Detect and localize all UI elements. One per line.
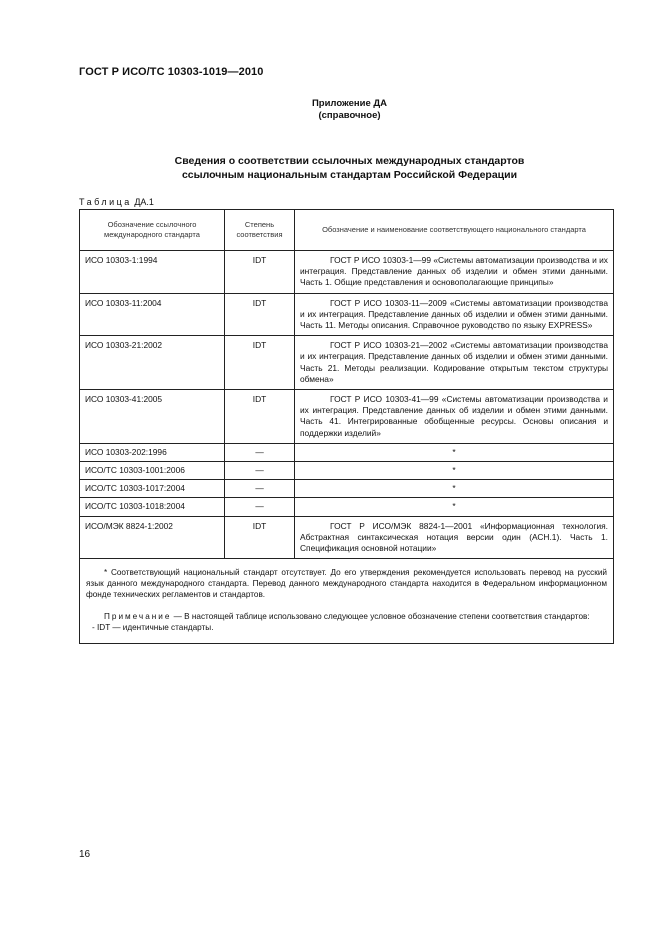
cell-national-text: ГОСТ Р ИСО 10303-41—99 «Системы автоматизации производства и их интеграция. Представление данных об изделии и обмен этими данными. Часть 41. Интегрированные обобщенные ресурсы. Основы описания и поддержки изделий» bbox=[300, 394, 608, 438]
cell-degree: IDT bbox=[225, 251, 295, 294]
cell-national bbox=[295, 251, 614, 294]
cell-national-text: ГОСТ Р ИСО 10303-21—2002 «Системы автоматизации производства и их интеграция. Представление данных об изделии и обмен этими данными. Часть 21. Методы реализации. Кодирование открытым текстом структуры обмена» bbox=[300, 340, 608, 384]
table-caption bbox=[79, 197, 154, 207]
table-header-row bbox=[80, 210, 614, 251]
footnote: * Соответствующий национальный стандарт отсутствует. До его утверждения рекомендуется использовать перевод на русский язык данного международного стандарта. Перевод данного международного стандарта находится в Федеральном информационном фонде технических регламентов и стандартов. bbox=[86, 568, 607, 600]
cell-national: * bbox=[295, 498, 614, 516]
note bbox=[86, 611, 607, 622]
table-row bbox=[80, 498, 614, 516]
header-national-standard: Обозначение и наименование соответствующего национального стандарта bbox=[295, 210, 614, 251]
cell-national bbox=[295, 390, 614, 444]
cell-degree: IDT bbox=[225, 516, 295, 559]
annex-title: Приложение ДА bbox=[311, 98, 388, 109]
table-row bbox=[80, 462, 614, 480]
table-row bbox=[80, 336, 614, 390]
cell-national: * bbox=[295, 443, 614, 461]
cell-intl: ИСО/ТС 10303-1018:2004 bbox=[80, 498, 225, 516]
table-footer bbox=[80, 559, 614, 644]
header-degree: Степень соответствия bbox=[225, 210, 295, 251]
cell-degree: — bbox=[225, 480, 295, 498]
cell-intl: ИСО 10303-21:2002 bbox=[80, 336, 225, 390]
header-international-standard: Обозначение ссылочного международного стандарта bbox=[80, 210, 225, 251]
cell-intl: ИСО 10303-1:1994 bbox=[80, 251, 225, 294]
table-row bbox=[80, 390, 614, 444]
cell-national-text: ГОСТ Р ИСО 10303-1—99 «Системы автоматизации производства и их интеграция. Представление данных об изделии и обмен этими данными. Часть 1. Общие представления и основополагающие принципы» bbox=[300, 255, 608, 288]
note-label: Примечание bbox=[104, 612, 172, 622]
cell-national bbox=[295, 293, 614, 336]
cell-degree: — bbox=[225, 498, 295, 516]
cell-national-text: ГОСТ Р ИСО 10303-11—2009 «Системы автоматизации производства и их интеграция. Представление данных об изделии и обмен этими данными. Часть 11. Методы описания. Справочное руководство по языку EXPRESS» bbox=[300, 297, 608, 331]
table-row bbox=[80, 251, 614, 294]
cell-national: * bbox=[295, 480, 614, 498]
page-number: 16 bbox=[79, 849, 91, 860]
table-caption-word: Таблица bbox=[79, 197, 132, 207]
cell-national bbox=[295, 516, 614, 559]
correspondence-table bbox=[79, 209, 614, 644]
note-item: - IDT — идентичные стандарты. bbox=[92, 623, 214, 633]
table-row bbox=[80, 443, 614, 461]
cell-national: * bbox=[295, 462, 614, 480]
cell-national-text: ГОСТ Р ИСО/МЭК 8824-1—2001 «Информационная технология. Абстрактная синтаксическая нотация версии один (АСН.1). Часть 1. Спецификация основной нотации» bbox=[300, 520, 608, 554]
table-row bbox=[80, 480, 614, 498]
note-text: — В настоящей таблице использовано следующее условное обозначение степени соответствия стандартов: bbox=[171, 612, 590, 622]
cell-national bbox=[295, 336, 614, 390]
cell-degree: IDT bbox=[225, 336, 295, 390]
table-row bbox=[80, 293, 614, 336]
cell-intl: ИСО 10303-11:2004 bbox=[80, 293, 225, 336]
cell-degree: IDT bbox=[225, 293, 295, 336]
table-row bbox=[80, 516, 614, 559]
cell-intl: ИСО/ТС 10303-1017:2004 bbox=[80, 480, 225, 498]
cell-degree: — bbox=[225, 462, 295, 480]
section-heading bbox=[0, 155, 661, 182]
cell-degree: — bbox=[225, 443, 295, 461]
section-heading-line-1: Сведения о соответствии ссылочных международных стандартов bbox=[174, 155, 525, 167]
table-footer-row bbox=[80, 559, 614, 644]
document-id: ГОСТ Р ИСО/ТС 10303-1019—2010 bbox=[79, 66, 264, 78]
table-caption-number: ДА.1 bbox=[134, 197, 154, 207]
annex-heading bbox=[0, 98, 661, 122]
cell-intl: ИСО/ТС 10303-1001:2006 bbox=[80, 462, 225, 480]
section-heading-line-2: ссылочным национальным стандартам Российской Федерации bbox=[181, 168, 518, 181]
cell-intl: ИСО 10303-202:1996 bbox=[80, 443, 225, 461]
cell-intl: ИСО 10303-41:2005 bbox=[80, 390, 225, 444]
cell-intl: ИСО/МЭК 8824-1:2002 bbox=[80, 516, 225, 559]
annex-status: (справочное) bbox=[318, 110, 381, 121]
cell-degree: IDT bbox=[225, 390, 295, 444]
